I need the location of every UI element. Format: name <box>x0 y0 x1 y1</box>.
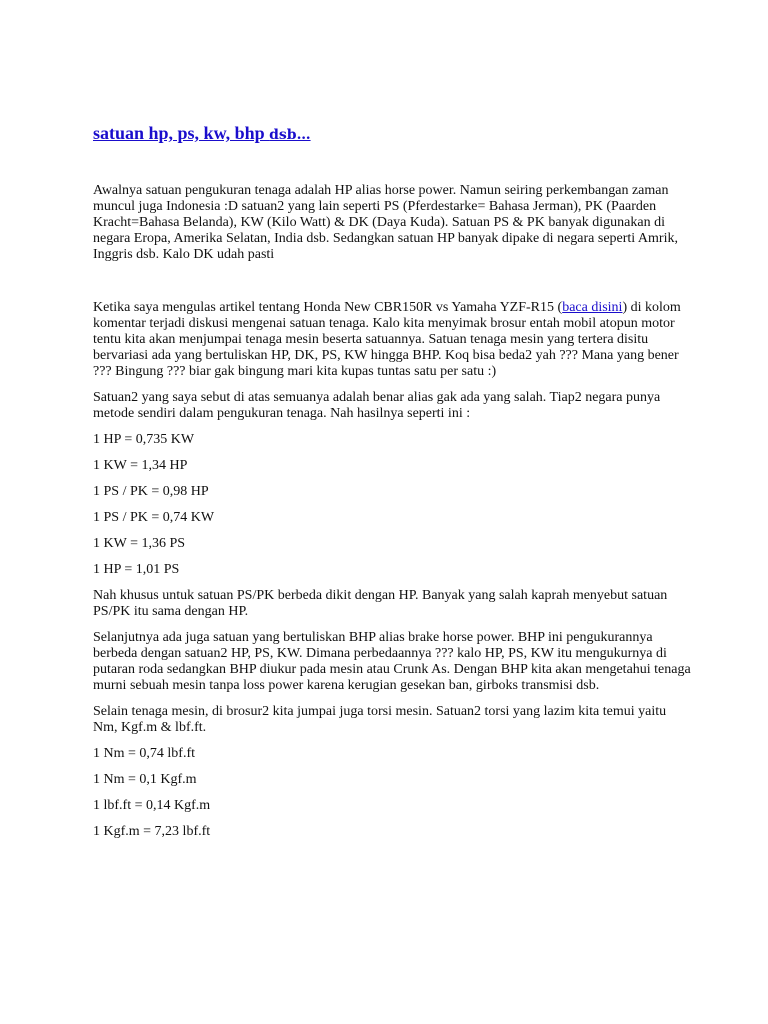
paragraph-torque-intro: Selain tenaga mesin, di brosur2 kita jumpai juga torsi mesin. Satuan2 torsi yang lazim kita temui yaitu Nm, Kgf.m & lbf.ft. <box>93 704 667 735</box>
torque-conversion-item: 1 lbf.ft = 0,14 Kgf.m <box>93 798 211 813</box>
torque-conversion-item: 1 Kgf.m = 7,23 lbf.ft <box>93 824 211 839</box>
power-conversion-item: 1 PS / PK = 0,74 KW <box>93 510 215 525</box>
article-title <box>93 122 693 146</box>
title-main: satuan hp, ps, kw, bhp <box>93 123 270 143</box>
power-conversion-list <box>93 432 693 578</box>
title-suffix: dsb… <box>269 127 311 143</box>
power-conversion-item: 1 KW = 1,36 PS <box>93 536 186 551</box>
torque-conversion-list <box>93 746 693 840</box>
power-conversion-item: 1 HP = 0,735 KW <box>93 432 195 447</box>
paragraph-ps-pk-note: Nah khusus untuk satuan PS/PK berbeda dikit dengan HP. Banyak yang salah kaprah menyebut satuan PS/PK itu sama dengan HP. <box>93 588 668 619</box>
paragraph-bhp-explanation: Selanjutnya ada juga satuan yang bertuliskan BHP alias brake horse power. BHP ini pengukurannya berbeda dengan satuan2 HP, PS, KW. Dimana perbedaannya ??? kalo HP, PS, KW itu mengukurnya di putaran roda sedangkan BHP diukur pada mesin atau Crunk As. Dengan BHP kita akan mengetahui tenaga murni sebuah mesin tanpa loss power karena kerugian gesekan ban, girboks transmisi dsb. <box>93 630 691 693</box>
intro-paragraph: Awalnya satuan pengukuran tenaga adalah HP alias horse power. Namun seiring perkembangan zaman muncul juga Indonesia :D satuan2 yang lain seperti PS (Pferdestarke= Bahasa Jerman), PK (Paarden Kracht=Bahasa Belanda), KW (Kilo Watt) & DK (Daya Kuda). Satuan PS & PK banyak digunakan di negara Eropa, Amerika Selatan, India dsb. Sedangkan satuan HP banyak dipake di negara seperti Amrik, Inggris dsb. Kalo DK udah pasti <box>93 183 678 262</box>
paragraph1-before-link: Ketika saya mengulas artikel tentang Honda New CBR150R vs Yamaha YZF-R15 ( <box>93 300 563 315</box>
power-conversion-item: 1 KW = 1,34 HP <box>93 458 188 473</box>
document-page <box>93 122 693 850</box>
torque-conversion-item: 1 Nm = 0,1 Kgf.m <box>93 772 197 787</box>
power-conversion-item: 1 HP = 1,01 PS <box>93 562 180 577</box>
paragraph1-after-link: ) di kolom komentar terjadi diskusi mengenai satuan tenaga. Kalo kita menyimak brosur entah mobil atopun motor tentu kita akan menjumpai tenaga mesin beserta satuannya. Satuan tenaga mesin yang tertera disitu bervariasi ada yang bertuliskan HP, DK, PS, KW hingga BHP. Koq bisa beda2 yah ??? Mana yang bener ??? Bingung ??? biar gak bingung mari kita kupas tuntas satu per satu :) <box>93 300 681 379</box>
power-conversion-item: 1 PS / PK = 0,98 HP <box>93 484 209 499</box>
article-title-link[interactable] <box>93 123 311 143</box>
paragraph-article-reference <box>93 300 693 380</box>
paragraph-units-explanation: Satuan2 yang saya sebut di atas semuanya adalah benar alias gak ada yang salah. Tiap2 negara punya metode sendiri dalam pengukuran tenaga. Nah hasilnya seperti ini : <box>93 390 661 421</box>
baca-disini-link[interactable]: baca disini <box>562 300 623 315</box>
torque-conversion-item: 1 Nm = 0,74 lbf.ft <box>93 746 195 761</box>
